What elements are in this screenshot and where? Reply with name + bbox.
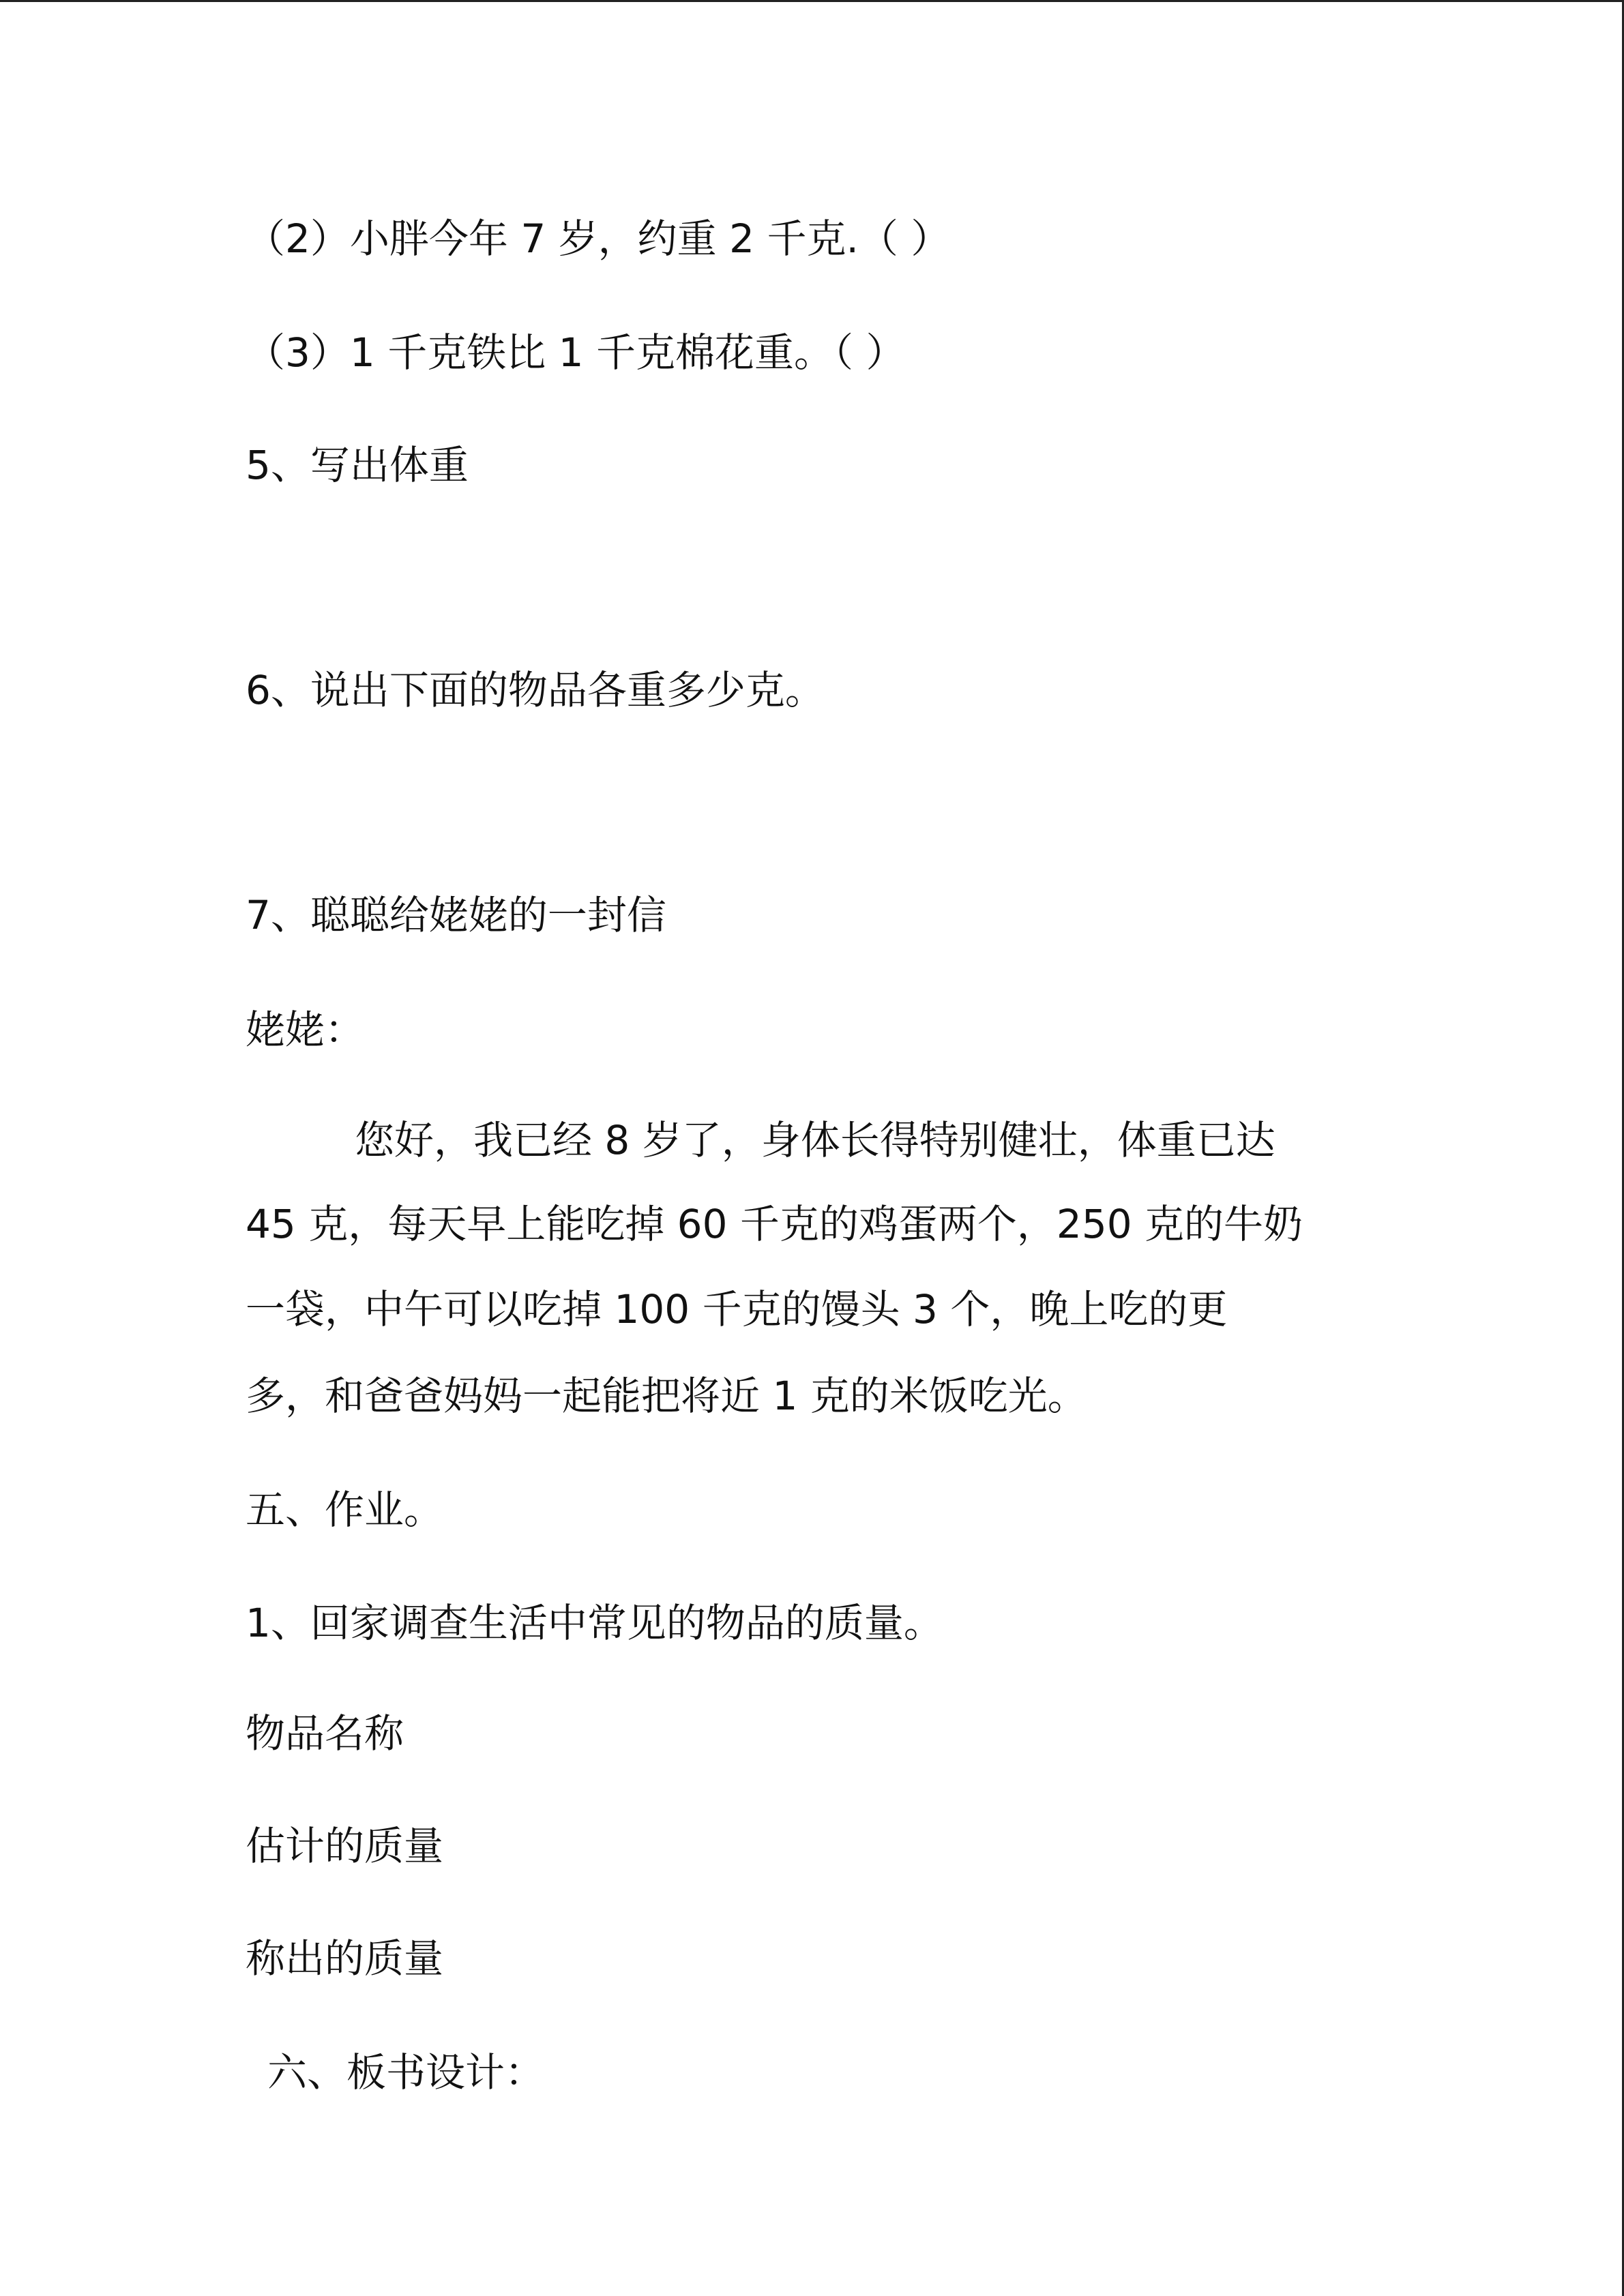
- item-7-heading: 7、聪聪给姥姥的一封信: [246, 892, 666, 938]
- item-6-heading: 6、说出下面的物品各重多少克。: [246, 667, 825, 713]
- estimated-mass-label: 估计的质量: [246, 1823, 444, 1869]
- item-5-heading: 5、写出体重: [246, 442, 469, 488]
- section-6-heading: 六、板书设计：: [267, 2049, 545, 2096]
- homework-item-1: 1、回家调查生活中常见的物品的质量。: [246, 1600, 943, 1646]
- letter-body-line-4: 多，和爸爸妈妈一起能把将近 1 克的米饭吃光。: [246, 1373, 1087, 1419]
- item-name-label: 物品名称: [246, 1710, 404, 1757]
- letter-salutation: 姥姥：: [246, 1007, 365, 1053]
- question-3-line: （3）1 千克铁比 1 千克棉花重。（ ）: [246, 329, 906, 376]
- letter-body-line-3: 一袋，中午可以吃掉 100 千克的馒头 3 个，晚上吃的更: [246, 1286, 1228, 1332]
- letter-body-line-1: 您好，我已经 8 岁了，身体长得特别健壮，体重已达: [355, 1117, 1275, 1163]
- question-2-line: （2）小胖今年 7 岁，约重 2 千克.（ ）: [246, 215, 951, 262]
- letter-body-line-2: 45 克，每天早上能吃掉 60 千克的鸡蛋两个，250 克的牛奶: [246, 1201, 1303, 1247]
- measured-mass-label: 称出的质量: [246, 1935, 444, 1982]
- section-5-heading: 五、作业。: [246, 1487, 444, 1533]
